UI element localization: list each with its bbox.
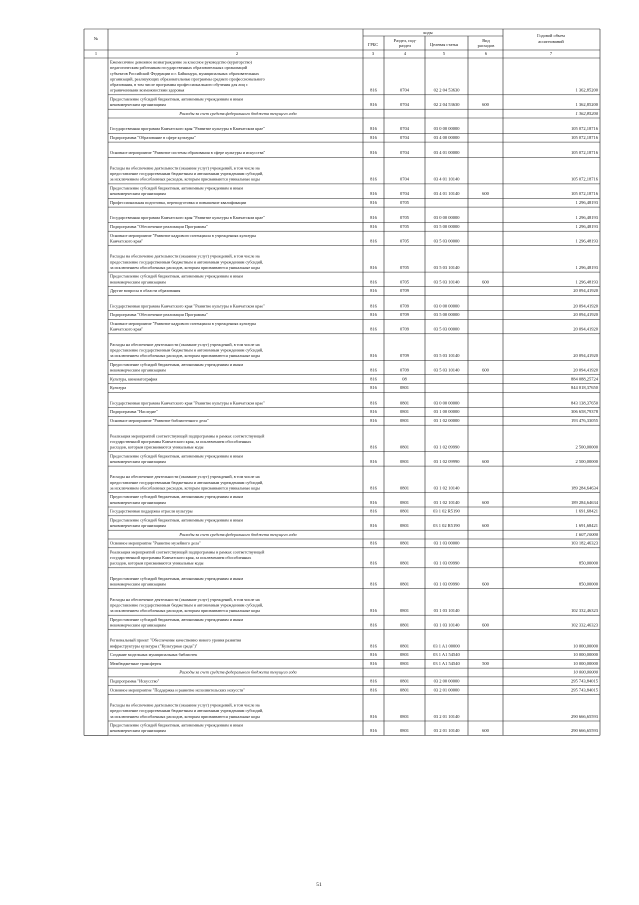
row-grbs: 816: [370, 523, 377, 528]
row-grbs: 816: [370, 485, 377, 491]
row-description-line: за исключением обособленных расходов, которым присваиваются уникальные коды: [110, 608, 260, 613]
row-description-line: Государственная программа Камчатского края "Развитие культуры в Камчатском крае": [110, 303, 265, 309]
row-grbs: 816: [370, 199, 377, 205]
row-vid: 600: [482, 499, 489, 505]
row-grbs: 816: [370, 326, 377, 332]
row-celevaya: 02 2 04 53630: [433, 87, 460, 93]
row-sum: 105 072,18716: [571, 191, 598, 197]
row-sum: 102 332,46323: [571, 622, 598, 628]
row-grbs: 816: [370, 176, 377, 182]
row-description-line: предоставление государственным бюджетным и автономным учреждениям субсидий,: [110, 259, 264, 265]
row-vid: 600: [482, 523, 489, 528]
row-razdel: 0709: [400, 312, 409, 318]
row-sum: 20 094,41920: [573, 288, 598, 294]
row-description-line: некоммерческим организациям: [110, 523, 166, 528]
row-celevaya: 03 2 01 00000: [433, 687, 460, 693]
row-celevaya: 03 5 00 00000: [433, 312, 460, 318]
row-razdel: 0801: [400, 713, 409, 719]
row-sum: 193 476,33055: [571, 418, 598, 423]
row-vid: 600: [482, 458, 489, 464]
row-razdel: 0801: [400, 523, 409, 528]
row-description-line: Расходы на обеспечение деятельности (оказание услуг) учреждений, в том числе на: [110, 165, 260, 171]
row-celevaya: 03 5 03 00000: [433, 326, 460, 332]
row-celevaya: 03 4 01 10140: [433, 176, 460, 182]
row-razdel: 08: [402, 376, 407, 382]
row-grbs: 816: [370, 238, 377, 244]
row-description-line: Реализация мероприятий соответствующей подпрограммы в рамках соответствующей: [110, 433, 265, 439]
row-celevaya: 03 2 00 00000: [433, 678, 460, 684]
row-razdel: 0801: [400, 540, 409, 546]
row-grbs: 816: [370, 367, 377, 373]
row-celevaya: 03 1 02 10140: [433, 499, 460, 505]
row-description-line: некоммерческим организациям: [110, 367, 166, 373]
row-grbs: 816: [370, 713, 377, 719]
row-celevaya: 03 1 02 R5190: [433, 523, 460, 528]
row-description-line: предоставление государственным бюджетным и автономным учреждениям субсидий,: [110, 171, 264, 177]
row-razdel: 0709: [400, 288, 409, 294]
header-num-3: 3: [371, 51, 375, 56]
row-celevaya: 03 1 02 09990: [433, 458, 460, 464]
row-vid: 600: [482, 191, 489, 197]
row-sum: 2 500,00000: [575, 444, 598, 450]
row-grbs: 816: [370, 224, 377, 229]
row-celevaya: 03 1 03 10140: [433, 608, 460, 613]
row-description-line: расходов, которым присваиваются уникальные коды: [110, 444, 204, 450]
row-razdel: 0704: [400, 87, 409, 93]
row-sum: 295 743,84015: [571, 678, 598, 684]
row-razdel: 0801: [400, 660, 409, 666]
row-sum: 10 000,00000: [573, 643, 598, 649]
row-celevaya: 03 0 00 00000: [433, 215, 460, 221]
row-grbs: 816: [370, 458, 377, 464]
row-sum: 843 138,37650: [571, 400, 598, 406]
row-razdel: 0801: [400, 728, 409, 734]
row-grbs: 816: [370, 279, 377, 285]
row-grbs: 816: [370, 87, 377, 93]
row-celevaya: 03 1 02 09990: [433, 444, 460, 450]
row-grbs: 816: [370, 622, 377, 628]
row-celevaya: 03 0 00 00000: [433, 400, 460, 406]
row-note-text: Расходы за счет средств федерального бюджета текущего года: [179, 110, 297, 116]
row-celevaya: 03 4 00 00000: [433, 134, 460, 140]
row-celevaya: 03 1 03 09990: [433, 581, 460, 587]
row-razdel: 0709: [400, 367, 409, 373]
row-vid: 500: [482, 660, 489, 666]
row-razdel: 0801: [400, 608, 409, 613]
row-razdel: 0705: [400, 215, 409, 221]
row-celevaya: 03 1 03 09990: [433, 560, 460, 566]
row-description-line: Предоставление субсидий бюджетным, автономным учреждениям и иным: [110, 453, 243, 459]
row-description-line: Предоставление субсидий бюджетным, автономным учреждениям и иным: [110, 361, 243, 367]
row-description-line: за исключением обособленных расходов, которым присваиваются уникальные коды: [110, 713, 260, 719]
row-sum: 1 296,48193: [575, 238, 598, 244]
row-description-line: Межбюджетные трансферты: [110, 660, 162, 666]
row-celevaya: 03 5 03 10140: [433, 264, 460, 270]
row-description-line: Предоставление субсидий бюджетным, автономным учреждениям и иным: [110, 185, 243, 191]
row-note-sum: 10 000,00000: [573, 669, 598, 675]
row-description-line: Камчатского края": [110, 326, 144, 332]
row-description-line: Государственная программа Камчатского края "Развитие культуры в Камчатском крае": [110, 215, 265, 221]
row-description-line: Основное мероприятие "Развитие библиотечного дела": [110, 418, 209, 423]
row-description-line: Создание модельных муниципальных библиотек: [110, 652, 198, 658]
row-sum: 306 658,79378: [571, 409, 598, 415]
row-celevaya: 03 4 01 00000: [433, 150, 460, 156]
row-razdel: 0801: [400, 409, 409, 415]
row-celevaya: 03 5 00 00000: [433, 224, 460, 229]
row-description-line: Основное мероприятие "Развитие системы образования в сфере культуры и искусства": [110, 150, 266, 156]
row-description-line: Основное мероприятие "Поддержка и развитие исполнительских искусств": [110, 687, 245, 693]
header-razdel-2: раздел: [398, 43, 412, 48]
row-description-line: ограниченными возможностями здоровья: [110, 87, 185, 93]
row-razdel: 0801: [400, 400, 409, 406]
row-sum: 102 332,46323: [571, 608, 598, 613]
row-sum: 884 088,25724: [571, 376, 598, 382]
row-sum: 20 094,41920: [573, 326, 598, 332]
row-razdel: 0705: [400, 279, 409, 285]
row-grbs: 816: [370, 581, 377, 587]
row-grbs: 816: [370, 134, 377, 140]
row-description-line: Расходы на обеспечение деятельности (оказание услуг) учреждений, в том числе на: [110, 702, 260, 708]
row-razdel: 0709: [400, 326, 409, 332]
row-sum: 1 691,68421: [575, 523, 598, 528]
row-description-line: Основное мероприятие "Развитие кадрового потенциала в учреждениях культуры: [110, 232, 257, 238]
row-razdel: 0704: [400, 102, 409, 107]
row-description-line: за исключением обособленных расходов, которым присваиваются уникальные коды: [110, 353, 260, 359]
row-grbs: 816: [370, 608, 377, 613]
header-num-6: 6: [484, 51, 488, 56]
row-grbs: 816: [370, 312, 377, 318]
row-sum: 103 182,46323: [571, 540, 598, 546]
row-grbs: 816: [370, 409, 377, 415]
row-sum: 1 296,48193: [575, 215, 598, 221]
row-description-line: Подпрограмма "Наследие": [110, 409, 158, 415]
row-vid: 600: [482, 728, 489, 734]
header-razdel-1: Раздел, под-: [393, 38, 417, 43]
row-description-line: за исключением обособленных расходов, которым присваиваются уникальные коды: [110, 485, 260, 491]
row-sum: 105 072,18716: [571, 134, 598, 140]
row-sum: 2 500,00000: [575, 458, 598, 464]
row-razdel: 0801: [400, 499, 409, 505]
row-description-line: Расходы на обеспечение деятельности (оказание услуг) учреждений, в том числе на: [110, 253, 260, 259]
row-description-line: Камчатского края": [110, 238, 144, 244]
row-description-line: некоммерческим организациям: [110, 622, 166, 628]
row-celevaya: 03 2 01 10140: [433, 713, 460, 719]
row-description-line: предоставление государственным бюджетным и автономным учреждениям субсидий,: [110, 347, 264, 353]
row-sum: 1 362,85200: [575, 102, 598, 107]
row-grbs: 816: [370, 499, 377, 505]
row-razdel: 0705: [400, 238, 409, 244]
row-razdel: 0705: [400, 264, 409, 270]
row-grbs: 816: [370, 385, 377, 391]
row-description-line: Государственная программа Камчатского края "Развитие культуры в Камчатском крае": [110, 126, 265, 132]
row-razdel: 0801: [400, 508, 409, 514]
row-sum: 844 018,37650: [571, 385, 598, 391]
row-description-line: предоставление государственным бюджетным и автономным учреждениям субсидий,: [110, 479, 264, 485]
row-vid: 600: [482, 102, 489, 107]
row-celevaya: 03 1 02 00000: [433, 418, 460, 423]
row-description-line: Предоставление субсидий бюджетным, автономным учреждениям и иным: [110, 494, 243, 500]
row-vid: 600: [482, 367, 489, 373]
row-description-line: инфраструктуры культуры ("Культурная среда")": [110, 643, 198, 649]
row-description-line: Основное мероприятие "Развитие музейного дела": [110, 540, 201, 546]
row-description-line: Культура: [110, 385, 127, 391]
row-description-line: субъектов Российской Федерации и г. Байконура, муниципальных образовательных: [110, 70, 260, 76]
row-grbs: 816: [370, 215, 377, 221]
row-note-text: Расходы за счет средств федерального бюджета текущего года: [179, 669, 297, 675]
row-grbs: 816: [370, 728, 377, 734]
row-description-line: Подпрограмма "Искусство": [110, 678, 160, 684]
row-razdel: 0801: [400, 560, 409, 566]
row-razdel: 0704: [400, 176, 409, 182]
row-razdel: 0705: [400, 199, 409, 205]
row-grbs: 816: [370, 678, 377, 684]
row-celevaya: 03 1 A1 54540: [433, 652, 460, 658]
row-grbs: 816: [370, 643, 377, 649]
row-sum: 20 094,41920: [573, 367, 598, 373]
row-grbs: 816: [370, 400, 377, 406]
row-sum: 189 284,64634: [571, 485, 598, 491]
header-vid-1: Вид: [482, 38, 490, 43]
row-description-line: государственной программы Камчатского края, за исключением обособленных: [110, 438, 252, 444]
row-sum: 20 094,41920: [573, 303, 598, 309]
header-no: №: [93, 36, 99, 41]
row-description-line: Предоставление субсидий бюджетным, автономным учреждениям и иным: [110, 616, 243, 622]
row-description-line: Расходы на обеспечение деятельности (оказание услуг) учреждений, в том числе на: [110, 341, 260, 347]
row-description-line: Предоставление субсидий бюджетным, автономным учреждениям и иным: [110, 273, 243, 279]
header-num-4: 4: [403, 51, 407, 56]
row-description-line: Культура, кинематография: [110, 376, 158, 382]
row-razdel: 0801: [400, 418, 409, 423]
row-celevaya: 03 1 03 00000: [433, 540, 460, 546]
row-sum: 290 666,65593: [571, 728, 598, 734]
row-grbs: 816: [370, 150, 377, 156]
row-celevaya: 03 1 02 10140: [433, 485, 460, 491]
row-description-line: некоммерческим организациям: [110, 102, 166, 107]
row-description-line: Ежемесячное денежное вознаграждение за классное руководство (кураторство): [110, 59, 252, 65]
row-grbs: 816: [370, 444, 377, 450]
header-num-5: 5: [442, 51, 446, 56]
row-grbs: 816: [370, 102, 377, 107]
row-grbs: 816: [370, 540, 377, 546]
row-description-line: Профессиональная подготовка, переподготовка и повышение квалификации: [110, 199, 247, 205]
row-celevaya: 03 1 A1 00000: [433, 643, 460, 649]
row-celevaya: 03 0 00 00000: [433, 303, 460, 309]
row-description-line: некоммерческим организациям: [110, 499, 166, 505]
row-sum: 105 072,18716: [571, 126, 598, 132]
row-sum: 850,00000: [578, 560, 598, 566]
header-grbs: ГРБС: [367, 42, 379, 47]
row-description-line: Государственная программа Камчатского края "Развитие культуры в Камчатском крае": [110, 400, 265, 406]
header-celevaya: Целевая статья: [429, 42, 459, 47]
row-celevaya: 03 2 01 10140: [433, 728, 460, 734]
row-celevaya: 03 5 03 10140: [433, 367, 460, 373]
row-razdel: 0801: [400, 581, 409, 587]
row-grbs: 816: [370, 126, 377, 132]
row-sum: 850,00000: [578, 581, 598, 587]
header-num-1: 1: [94, 51, 98, 56]
row-note-sum: 1 362,85200: [575, 110, 598, 116]
row-grbs: 816: [370, 508, 377, 514]
row-razdel: 0704: [400, 150, 409, 156]
row-celevaya: 03 5 03 00000: [433, 238, 460, 244]
row-razdel: 0801: [400, 687, 409, 693]
row-description-line: Предоставление субсидий бюджетным, автономным учреждениям и иным: [110, 517, 243, 523]
row-vid: 600: [482, 279, 489, 285]
row-description-line: некоммерческим организациям: [110, 191, 166, 197]
header-num-7: 7: [549, 51, 553, 56]
row-description-line: за исключением обособленных расходов, которым присваиваются уникальные коды: [110, 176, 260, 182]
row-description-line: Предоставление субсидий бюджетным, автономным учреждениям и иным: [110, 575, 243, 581]
row-grbs: 816: [370, 264, 377, 270]
row-razdel: 0801: [400, 458, 409, 464]
row-description-line: Подпрограмма "Образование в сфере культуры": [110, 134, 196, 140]
row-sum: 105 072,18716: [571, 150, 598, 156]
row-razdel: 0801: [400, 485, 409, 491]
row-description-line: Расходы на обеспечение деятельности (оказание услуг) учреждений, в том числе на: [110, 596, 260, 602]
row-razdel: 0704: [400, 191, 409, 197]
row-grbs: 816: [370, 418, 377, 423]
header-codes: коды: [423, 30, 433, 35]
row-celevaya: 02 2 04 53630: [433, 102, 460, 107]
row-grbs: 816: [370, 303, 377, 309]
row-celevaya: 03 5 03 10140: [433, 279, 460, 285]
header-num-2: 2: [235, 51, 239, 56]
row-sum: 189 284,64634: [571, 499, 598, 505]
row-razdel: 0705: [400, 224, 409, 229]
row-razdel: 0704: [400, 134, 409, 140]
row-celevaya: 03 1 00 00000: [433, 409, 460, 415]
row-celevaya: 03 1 02 R5190: [433, 508, 460, 514]
row-sum: 1 691,68421: [575, 508, 598, 514]
row-sum: 1 296,48193: [575, 224, 598, 229]
row-celevaya: 03 1 03 10140: [433, 622, 460, 628]
row-description-line: некоммерческим организациям: [110, 728, 166, 734]
row-description-line: Региональный проект "Обеспечение качественно нового уровня развития: [110, 637, 242, 643]
row-grbs: 816: [370, 191, 377, 197]
row-vid: 600: [482, 622, 489, 628]
row-sum: 20 094,41920: [573, 353, 598, 359]
row-description-line: Подпрограмма "Обеспечение реализации Программы": [110, 312, 208, 318]
row-description-line: Предоставление субсидий бюджетным, автономным учреждениям и иным: [110, 722, 243, 728]
row-sum: 290 666,65593: [571, 713, 598, 719]
row-razdel: 0801: [400, 444, 409, 450]
row-description-line: предоставление государственным бюджетным и автономным учреждениям субсидий,: [110, 708, 264, 714]
row-celevaya: 03 1 A1 54540: [433, 660, 460, 666]
row-celevaya: 03 5 03 10140: [433, 353, 460, 359]
row-description-line: государственной программы Камчатского края, за исключением обособленных: [110, 555, 252, 560]
header-godovoy-2: ассигнований: [538, 39, 564, 44]
row-description-line: Реализация мероприятий соответствующей подпрограммы в рамках соответствующей: [110, 549, 265, 555]
row-description-line: расходов, которым присваиваются уникальные коды: [110, 560, 204, 566]
row-razdel: 0801: [400, 643, 409, 649]
row-sum: 1 362,85200: [575, 87, 598, 93]
row-description-line: некоммерческим организациям: [110, 581, 166, 587]
row-description-line: организаций, реализующих образовательные программы среднего профессионального: [110, 76, 265, 82]
header-godovoy-1: Годовой объем: [537, 33, 565, 38]
header-vid-2: расходов: [477, 43, 495, 48]
row-description-line: Другие вопросы в области образования: [110, 288, 181, 294]
row-celevaya: 03 0 00 00000: [433, 126, 460, 132]
row-description-line: за исключением обособленных расходов, которым присваиваются уникальные коды: [110, 264, 260, 270]
row-description-line: Подпрограмма "Обеспечение реализации Программы": [110, 224, 208, 229]
row-razdel: 0801: [400, 652, 409, 658]
row-description-line: педагогическим работникам государственных образовательных организаций: [110, 65, 247, 71]
row-grbs: 816: [370, 560, 377, 566]
row-description-line: Основное мероприятие "Развитие кадрового потенциала в учреждениях культуры: [110, 321, 257, 326]
row-description-line: некоммерческим организациям: [110, 458, 166, 464]
row-grbs: 816: [370, 376, 377, 382]
row-vid: 600: [482, 581, 489, 587]
row-grbs: 816: [370, 288, 377, 294]
row-description-line: Государственная поддержка отрасли культуры: [110, 508, 193, 514]
row-description-line: предоставление государственным бюджетным и автономным учреждениям субсидий,: [110, 602, 264, 608]
row-description-line: Расходы на обеспечение деятельности (оказание услуг) учреждений, в том числе на: [110, 474, 260, 480]
table-header: [94, 30, 565, 56]
row-grbs: 816: [370, 660, 377, 666]
row-grbs: 816: [370, 687, 377, 693]
row-sum: 10 000,00000: [573, 652, 598, 658]
table-body: [110, 60, 599, 735]
row-sum: 295 743,84015: [571, 687, 598, 693]
row-sum: 105 072,18716: [571, 176, 598, 182]
row-razdel: 0709: [400, 303, 409, 309]
page-number: 51: [316, 882, 322, 888]
row-grbs: 816: [370, 652, 377, 658]
row-sum: 1 296,48193: [575, 264, 598, 270]
row-sum: 1 296,48193: [575, 279, 598, 285]
row-description-line: Предоставление субсидий бюджетным, автономным учреждениям и иным: [110, 96, 243, 102]
row-sum: 10 000,00000: [573, 660, 598, 666]
row-razdel: 0801: [400, 622, 409, 628]
row-razdel: 0801: [400, 385, 409, 391]
row-celevaya: 03 4 01 10140: [433, 191, 460, 197]
row-razdel: 0709: [400, 353, 409, 359]
row-sum: 20 094,41920: [573, 312, 598, 318]
row-note-text: Расходы за счет средств федерального бюджета текущего года: [179, 531, 297, 537]
row-razdel: 0801: [400, 678, 409, 684]
row-note-sum: 1 607,10000: [575, 531, 598, 537]
row-grbs: 816: [370, 353, 377, 359]
row-sum: 1 296,48193: [575, 199, 598, 205]
row-description-line: некоммерческим организациям: [110, 279, 166, 285]
row-description-line: образования, в том числе программы профессионального обучения для лиц с: [110, 82, 248, 87]
row-razdel: 0704: [400, 126, 409, 132]
